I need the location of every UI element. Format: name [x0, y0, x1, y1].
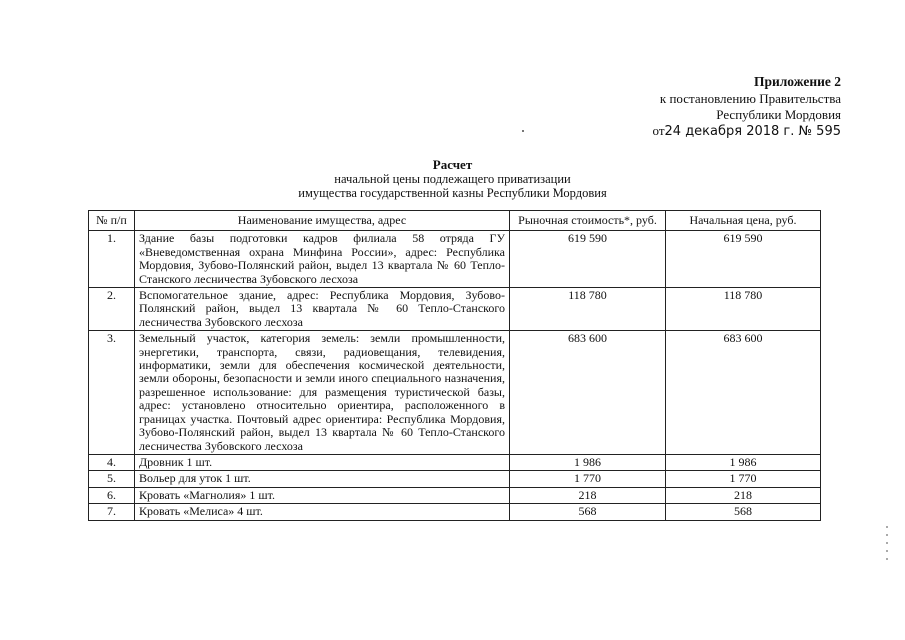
appendix-block [653, 74, 842, 140]
row-num: 2. [89, 288, 135, 331]
row-initial-price: 683 600 [666, 331, 821, 455]
row-name: Земельный участок, категория земель: земли промышленности, энергетики, транспорта, связи, радиовещания, телевидения, информатики, земли для обеспечения космической деятельности, земли обороны, безопасности и земли иного специального назначения, разрешенное использование: для размещения туристической базы, адрес: установлено относительно ориентира, расположенного в границах участка. Почтовый адрес ориентира: Республика Мордовия, Зубово-Полянский район, выдел 13 квартала № 60 Тепло-Станского лесничества Зубовского лесхоза [135, 331, 510, 455]
row-market-value: 683 600 [510, 331, 666, 455]
appendix-date-value: 24 декабря 2018 г. № 595 [664, 124, 841, 139]
row-initial-price: 1 770 [666, 471, 821, 487]
table-row [89, 487, 821, 503]
header-name: Наименование имущества, адрес [135, 211, 510, 231]
row-market-value: 118 780 [510, 288, 666, 331]
appendix-date-prefix: от [652, 123, 665, 138]
scan-speck [522, 130, 524, 132]
table-header-row [89, 211, 821, 231]
row-name: Здание базы подготовки кадров филиала 58 отряда ГУ «Вневедомственная охрана Минфина России», адрес: Республика Мордовия, Зубово-Полянский район, выдел 13 квартала № 60 Тепло-Станского лесничества Зубовского лесхоза [135, 231, 510, 288]
row-name: Дровник 1 шт. [135, 454, 510, 470]
header-market-value: Рыночная стоимость*, руб. [510, 211, 666, 231]
appendix-title: Приложение 2 [753, 74, 841, 89]
header-initial-price: Начальная цена, руб. [666, 211, 821, 231]
calculation-title: Расчет [432, 157, 473, 172]
calculation-subtitle-1: начальной цены подлежащего приватизации [334, 172, 571, 186]
table-row [89, 504, 821, 520]
row-initial-price: 1 986 [666, 454, 821, 470]
table-row [89, 331, 821, 455]
table-row [89, 231, 821, 288]
row-market-value: 619 590 [510, 231, 666, 288]
row-initial-price: 118 780 [666, 288, 821, 331]
calculation-subtitle-2: имущества государственной казны Республики Мордовия [298, 186, 607, 200]
row-initial-price: 218 [666, 487, 821, 503]
row-name: Вспомогательное здание, адрес: Республика Мордовия, Зубово-Полянский район, выдел 13 квартала № 60 Тепло-Станского лесничества Зубовского лесхоза [135, 288, 510, 331]
header-num: № п/п [89, 211, 135, 231]
row-num: 6. [89, 487, 135, 503]
row-num: 5. [89, 471, 135, 487]
table-row [89, 454, 821, 470]
row-num: 1. [89, 231, 135, 288]
asset-table [88, 210, 821, 521]
row-name: Кровать «Магнолия» 1 шт. [135, 487, 510, 503]
row-initial-price: 568 [666, 504, 821, 520]
appendix-line-2: Республики Мордовия [716, 107, 841, 122]
appendix-line-1: к постановлению Правительства [659, 91, 841, 106]
row-name: Кровать «Мелиса» 4 шт. [135, 504, 510, 520]
table-row [89, 288, 821, 331]
row-num: 4. [89, 454, 135, 470]
row-market-value: 568 [510, 504, 666, 520]
row-num: 3. [89, 331, 135, 455]
row-market-value: 1 986 [510, 454, 666, 470]
table-row [89, 471, 821, 487]
appendix-date [653, 123, 842, 140]
row-num: 7. [89, 504, 135, 520]
row-market-value: 218 [510, 487, 666, 503]
margin-marks [884, 520, 890, 580]
row-initial-price: 619 590 [666, 231, 821, 288]
row-name: Вольер для уток 1 шт. [135, 471, 510, 487]
row-market-value: 1 770 [510, 471, 666, 487]
